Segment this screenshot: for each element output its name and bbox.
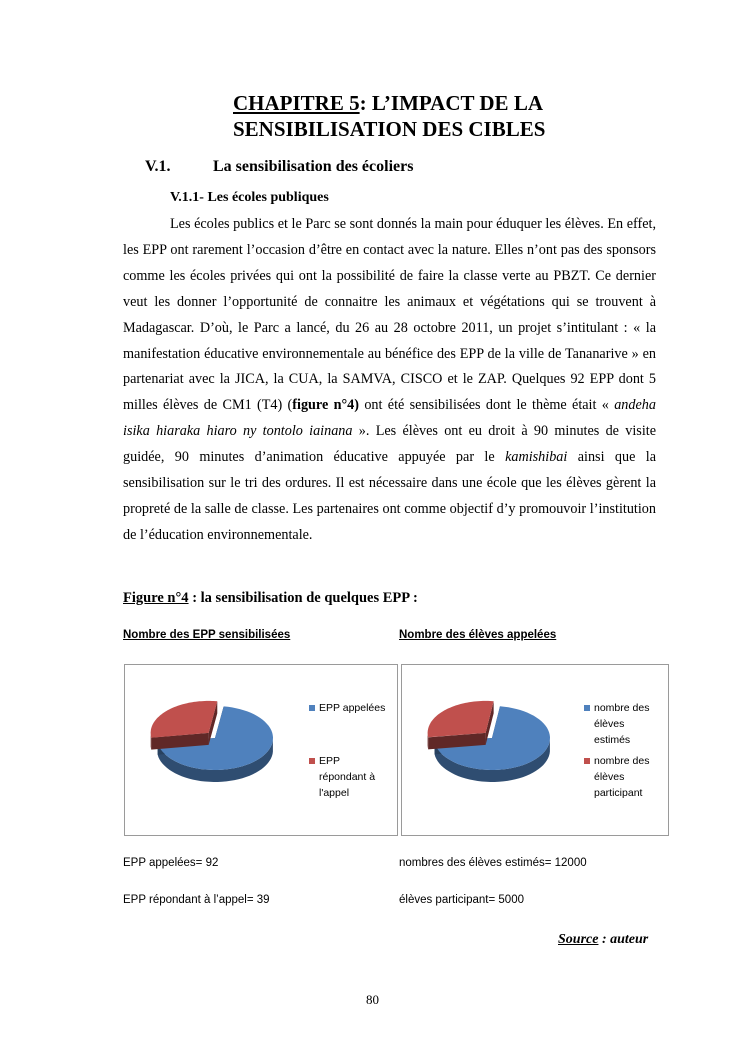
- para-text-3: ». Les élèves ont eu droit à 90 minutes de visite guidée, 90 minutes d’animation éducative appuyée par le: [123, 423, 656, 466]
- body-paragraph: [123, 212, 656, 549]
- stat-students-participating: élèves participant= 5000: [399, 894, 524, 906]
- chapter-title: [233, 90, 653, 142]
- pie-slice-2-top: [428, 701, 494, 737]
- theme-phrase: andeha isika hiaraka hiaro ny tontolo iainana: [123, 397, 656, 440]
- chart2-legend-label-1: nombre des élèves estimés: [594, 702, 650, 746]
- chart1-heading: Nombre des EPP sensibilisées: [123, 629, 291, 641]
- chart2-frame: [401, 664, 669, 836]
- stat-epp-called: EPP appelées= 92: [123, 857, 219, 869]
- chart2-legend-label-2: nombre des élèves participant: [594, 755, 650, 799]
- pie-slice-2-top: [151, 701, 218, 738]
- chart1-legend-label-2: EPP répondant à l'appel: [319, 755, 376, 799]
- chapter-label: CHAPITRE 5: [233, 91, 360, 115]
- stat-epp-responding: EPP répondant à l’appel= 39: [123, 894, 270, 906]
- chart2-legend-swatch-1: [584, 705, 590, 711]
- chart1-legend-swatch-2: [309, 758, 315, 764]
- section-number: V.1.: [145, 158, 171, 175]
- source-note: [558, 932, 648, 948]
- figure-reference: figure n°4): [292, 397, 359, 414]
- chart1-legend-swatch-1: [309, 705, 315, 711]
- section-title: La sensibilisation des écoliers: [213, 158, 414, 175]
- figure-label: Figure n°4: [123, 590, 189, 606]
- pie-slice-2: [428, 701, 494, 749]
- kamishibai-word: kamishibai: [505, 449, 568, 466]
- section-heading: [145, 158, 413, 176]
- subsection-heading: V.1.1- Les écoles publiques: [170, 190, 329, 205]
- chart2-legend-swatch-2: [584, 758, 590, 764]
- source-label: Source: [558, 932, 599, 947]
- figure-title: [123, 590, 418, 607]
- para-text-4: ainsi que la sensibilisation sur le tri des ordures. Il est nécessaire dans une école que les élèves gèrent la propreté de la salle de classe. Les partenaires ont comme objectif d’y promouvoir l’institution de l’éducation environnementale.: [123, 449, 656, 543]
- chart2-pie: [412, 683, 562, 823]
- source-rest: : auteur: [598, 932, 649, 947]
- chapter-title-line2: SENSIBILISATION DES CIBLES: [233, 117, 546, 141]
- para-text-2: ont été sensibilisées dont le thème était «: [358, 397, 615, 414]
- chart1-frame: [124, 664, 398, 836]
- figure-title-rest: : la sensibilisation de quelques EPP :: [188, 590, 418, 606]
- chapter-title-rest: : L’IMPACT DE LA: [359, 91, 543, 115]
- stat-students-estimated: nombres des élèves estimés= 12000: [399, 857, 587, 869]
- pie-slice-2: [151, 701, 218, 750]
- chart1-legend-label-1: EPP appelées: [319, 702, 386, 714]
- chart1-pie: [135, 683, 285, 823]
- page-number: 80: [366, 992, 379, 1007]
- chart2-heading: Nombre des élèves appelées: [399, 629, 557, 641]
- para-text-1: Les écoles publics et le Parc se sont donnés la main pour éduquer les élèves. En effet, les EPP ont rarement l’occasion d’être en contact avec la nature. Elles n’ont pas des sponsors comme les écoles privées qui ont la possibilité de faire la classe verte au PBZT. Ce dernier veut les donner l’opportunité de connaitre les animaux et végétations qui se trouvent à Madagascar. D’où, le Parc a lancé, du 26 au 28 octobre 2011, un projet s’intitulant : « la manifestation éducative environnementale au bénéfice des EPP de la ville de Tananarive » en partenariat avec la JICA, la CUA, la SAMVA, CISCO et le ZAP. Quelques 92 EPP dont 5 milles élèves de CM1 (T4) (: [123, 216, 656, 414]
